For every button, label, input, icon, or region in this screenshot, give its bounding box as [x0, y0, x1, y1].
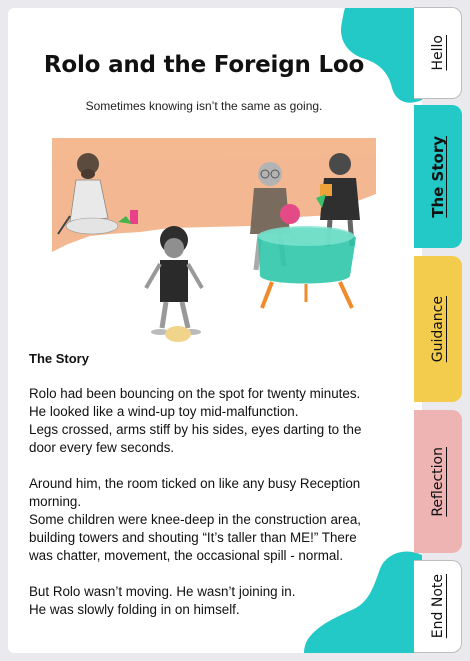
- tab-hello-label: Hello: [429, 35, 446, 71]
- tab-guidance[interactable]: [414, 256, 462, 402]
- document-title: Rolo and the Foreign Loo: [43, 52, 365, 78]
- story-line: He was slowly folding in on himself.: [29, 602, 240, 617]
- tab-reflection-label: Reflection: [430, 446, 446, 517]
- story-line: door every few seconds.: [29, 440, 175, 455]
- story-line: morning.: [29, 494, 82, 509]
- tab-end-note[interactable]: [414, 560, 462, 653]
- story-paragraph: [29, 385, 409, 457]
- story-line: He looked like a wind-up toy mid-malfunction.: [29, 404, 299, 419]
- tab-reflection[interactable]: [414, 410, 462, 553]
- story-text: [29, 385, 409, 637]
- story-line: building towers and shouting “It’s taller than ME!” There: [29, 530, 357, 545]
- story-line: But Rolo wasn’t moving. He wasn’t joining in.: [29, 584, 296, 599]
- story-line: Legs crossed, arms stiff by his sides, eyes darting to the: [29, 422, 362, 437]
- tab-end-note-label: End Note: [429, 574, 446, 639]
- story-line: Some children were knee-deep in the construction area,: [29, 512, 361, 527]
- tab-hello[interactable]: [414, 7, 462, 99]
- story-line: Rolo had been bouncing on the spot for twenty minutes.: [29, 386, 361, 401]
- section-heading-the-story: The Story: [29, 351, 89, 366]
- story-paragraph: [29, 583, 409, 619]
- tab-the-story[interactable]: [414, 105, 462, 248]
- story-paragraph: [29, 475, 409, 565]
- story-line: Around him, the room ticked on like any busy Reception: [29, 476, 361, 491]
- story-illustration: [50, 136, 380, 346]
- tab-guidance-label: Guidance: [430, 295, 446, 363]
- document-page: [8, 8, 422, 653]
- story-line: was chatter, movement, the occasional spill - normal.: [29, 548, 344, 563]
- document-subtitle: Sometimes knowing isn’t the same as going.: [85, 99, 323, 113]
- tab-the-story-label: The Story: [429, 135, 447, 218]
